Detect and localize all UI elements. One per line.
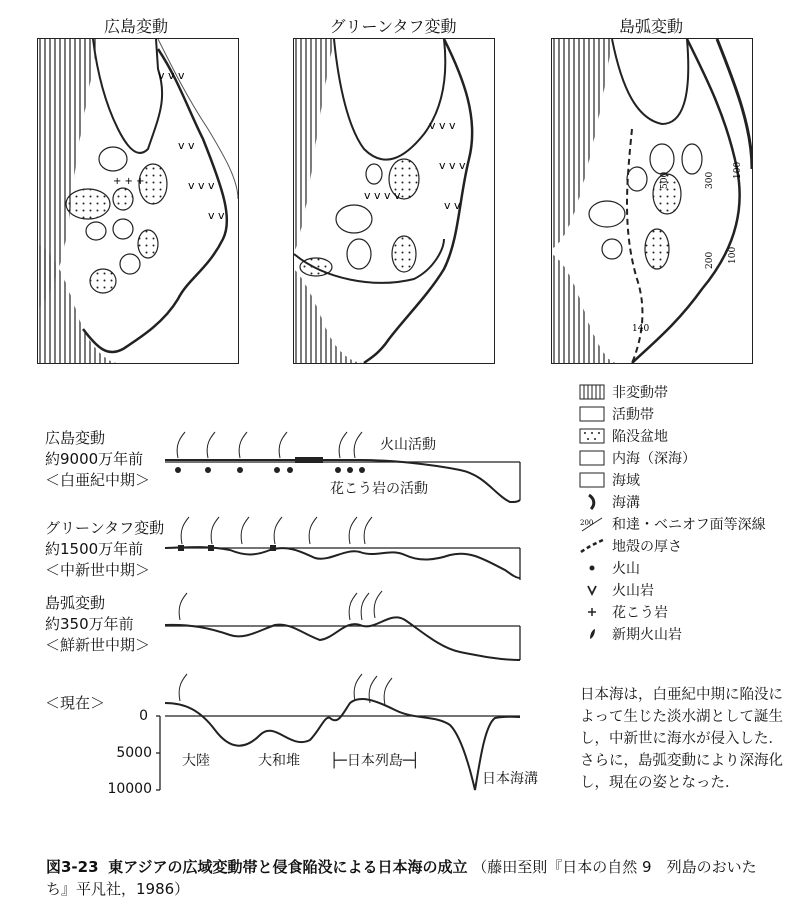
coastline <box>612 39 688 124</box>
svg-text:v v: v v <box>208 209 225 222</box>
legend-item: 内海（深海） <box>578 448 696 468</box>
leaf-mark-icon <box>578 625 606 643</box>
legend-item: 非変動帯 <box>578 382 668 402</box>
non-orogenic-zone <box>294 39 334 254</box>
vertical-hatch-icon <box>578 383 606 401</box>
depth-tick-5000: 5000 <box>116 745 152 761</box>
coastline <box>334 39 445 160</box>
coastline <box>93 39 162 153</box>
legend-item: 海溝 <box>578 492 640 512</box>
map-hiroshima <box>37 38 239 364</box>
trench-curve-icon <box>578 493 606 511</box>
legend-item: 海域 <box>578 470 640 490</box>
dotted-box-icon <box>578 427 606 445</box>
map-islandarc-drawing <box>552 39 752 363</box>
legend-item: 地殻の厚さ <box>578 536 682 556</box>
legend-item: 新期火山岩 <box>578 624 682 644</box>
trench <box>717 39 752 169</box>
svg-text:v v: v v <box>444 199 461 212</box>
yamato-bank-label: 大和堆 <box>258 753 300 769</box>
plus-mark-icon <box>578 603 606 621</box>
figure-source: （藤田至則『日本の自然 9 列島のおいたち』平凡社，1986） <box>46 858 757 898</box>
volcanic-activity-label: 火山活動 <box>380 437 436 453</box>
dashed-thick-line-icon <box>578 537 606 555</box>
svg-text:v v v: v v v <box>429 119 456 132</box>
open-box-icon <box>578 405 606 423</box>
profile-present <box>165 699 520 790</box>
japan-trench-label: 日本海溝 <box>482 771 538 787</box>
map-hiroshima-drawing <box>38 39 238 363</box>
open-box-icon <box>578 471 606 489</box>
contour-label-100: 100 <box>733 161 743 179</box>
profile-greentuff <box>165 547 520 578</box>
map-title-islandarc: 島弧変動 <box>618 17 683 36</box>
section-label-islandarc: 島弧変動 約350万年前 ＜鮮新世中期＞ <box>45 594 151 654</box>
explanatory-note: 日本海は，白亜紀中期に陥没によって生じた淡水湖として誕生し，中新世に海水が侵入した．さらに，島弧変動により深海化し，現在の姿となった． <box>580 687 783 791</box>
contour-label-140: 140 <box>632 324 650 334</box>
contour-line-icon <box>578 515 606 533</box>
contour-label-300: 300 <box>705 171 715 189</box>
legend-item: 200 和達・ベニオフ面等深線 <box>580 517 766 533</box>
continent-label: 大陸 <box>182 753 210 769</box>
section-label-greentuff: グリーンタフ変動 約1500万年前 ＜中新世中期＞ <box>45 519 165 579</box>
legend-item: 陥没盆地 <box>578 426 668 446</box>
svg-text:v v v v: v v v v <box>364 189 401 202</box>
map-title-greentuff: グリーンタフ変動 <box>329 17 457 36</box>
map-title-hiroshima: 広島変動 <box>103 17 168 36</box>
non-orogenic-zone <box>552 39 612 249</box>
basin <box>66 189 110 219</box>
granite-activity-label: 花こう岩の活動 <box>330 481 428 497</box>
svg-text:v v v: v v v <box>158 69 185 82</box>
section-label-hiroshima: 広島変動 約9000万年前 ＜白亜紀中期＞ <box>45 429 151 489</box>
section-label-present: ＜現在＞ <box>45 694 106 712</box>
v-mark-icon <box>578 581 606 599</box>
legend-item: 火山 <box>578 558 640 578</box>
dot-icon <box>578 559 606 577</box>
contour-label-100b: 100 <box>728 246 738 264</box>
profile-islandarc <box>165 617 520 660</box>
figure-number: 図3-23 <box>46 858 99 876</box>
depth-tick-10000: 10000 <box>107 781 152 797</box>
map-islandarc <box>551 38 753 364</box>
figure-caption <box>46 856 776 900</box>
map-greentuff <box>293 38 495 364</box>
svg-text:v v v: v v v <box>439 159 466 172</box>
japan-islands-label: ├─日本列島─┤ <box>330 753 420 769</box>
contour-label-500: 500 <box>660 171 670 189</box>
svg-text:v v v: v v v <box>188 179 215 192</box>
svg-text:+ + +: + + + <box>113 176 145 187</box>
depth-tick-0: 0 <box>139 708 148 724</box>
legend-item: 活動帯 <box>578 404 654 424</box>
legend-item: 花こう岩 <box>578 602 668 622</box>
map-greentuff-drawing <box>294 39 494 363</box>
svg-text:v v: v v <box>178 139 195 152</box>
open-box-icon <box>578 449 606 467</box>
contour-sample-label: 200 <box>580 519 594 527</box>
contour-label-200: 200 <box>705 251 715 269</box>
figure-title: 東アジアの広域変動帯と侵食陥没による日本海の成立 <box>108 858 468 876</box>
legend-item: 火山岩 <box>578 580 654 600</box>
